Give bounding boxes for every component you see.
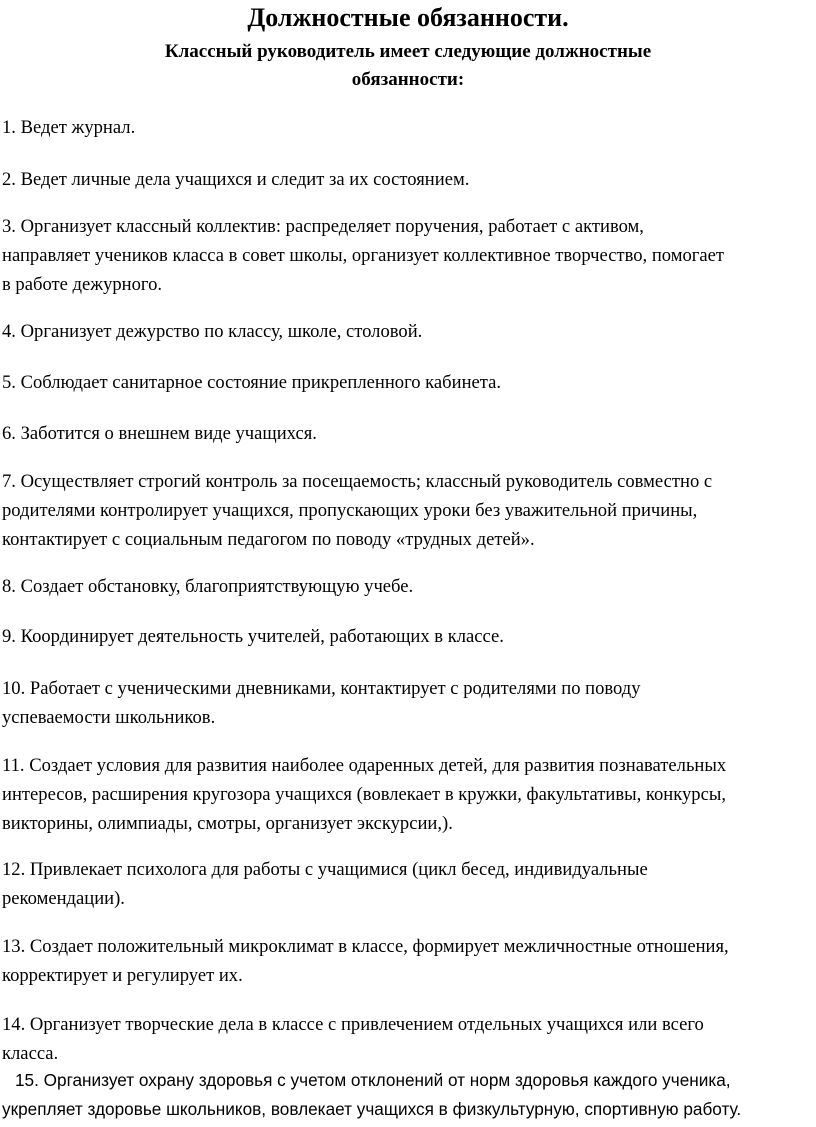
duty-line: 3. Организует классный коллектив: распределяет поручения, работает с активом, [2, 216, 644, 237]
duty-line: 10. Работает с ученическими дневниками, контактирует с родителями по поводу [2, 678, 641, 699]
duty-line: успеваемости школьников. [2, 707, 216, 728]
duty-line: укрепляет здоровье школьников, вовлекает учащихся в физкультурную, спортивную работу. [2, 1099, 742, 1119]
duty-line: контактирует с социальным педагогом по поводу «трудных детей». [2, 529, 535, 550]
duty-item-6 [2, 419, 814, 448]
duty-line: 9. Координирует деятельность учителей, работающих в классе. [2, 626, 504, 647]
duty-item-11 [2, 751, 814, 838]
duty-line: корректирует и регулирует их. [2, 965, 243, 986]
duty-item-15 [2, 1066, 814, 1124]
duty-line: направляет учеников класса в совет школы, организует коллективное творчество, помогает [2, 245, 725, 266]
duty-line: викторины, олимпиады, смотры, организует экскурсии,). [2, 813, 453, 834]
duty-item-10 [2, 674, 814, 732]
duty-line: 4. Организует дежурство по классу, школе, столовой. [2, 321, 423, 342]
duty-item-13 [2, 932, 814, 990]
duty-line: 1. Ведет журнал. [2, 117, 136, 138]
duty-line: 2. Ведет личные дела учащихся и следит за их состоянием. [2, 169, 470, 190]
duty-line: 6. Заботится о внешнем виде учащихся. [2, 423, 317, 444]
page-subtitle [0, 38, 816, 94]
duty-line: рекомендации). [2, 888, 125, 909]
duty-line: 13. Создает положительный микроклимат в классе, формирует межличностные отношения, [2, 936, 729, 957]
duty-item-9 [2, 622, 814, 651]
duty-line: 12. Привлекает психолога для работы с учащимися (цикл бесед, индивидуальные [2, 859, 648, 880]
duty-line: класса. [2, 1043, 59, 1064]
duty-line: 5. Соблюдает санитарное состояние прикрепленного кабинета. [2, 372, 502, 393]
duty-item-1 [2, 113, 814, 142]
duty-line: 7. Осуществляет строгий контроль за посещаемость; классный руководитель совместно с [2, 471, 713, 492]
page-title: Должностные обязанности. [247, 3, 569, 32]
duty-line: 15. Организует охрану здоровья с учетом отклонений от норм здоровья каждого ученика, [15, 1070, 731, 1090]
duty-line: в работе дежурного. [2, 274, 163, 295]
duty-line: 8. Создает обстановку, благоприятствующую учебе. [2, 576, 414, 597]
duty-item-4 [2, 317, 814, 346]
duty-line: интересов, расширения кругозора учащихся (вовлекает в кружки, факультативы, конкурсы, [2, 784, 726, 805]
duty-line: родителями контролирует учащихся, пропускающих уроки без уважительной причины, [2, 500, 698, 521]
duty-line: 11. Создает условия для развития наиболее одаренных детей, для развития познавательных [2, 755, 727, 776]
duty-item-2 [2, 165, 814, 194]
duty-item-8 [2, 572, 814, 601]
duty-item-5 [2, 368, 814, 397]
subtitle-line: обязанности: [351, 69, 465, 90]
duty-line: 14. Организует творческие дела в классе с привлечением отдельных учащихся или всего [2, 1014, 704, 1035]
duty-item-14 [2, 1010, 814, 1068]
duty-item-12 [2, 855, 814, 913]
duty-item-7 [2, 467, 814, 554]
subtitle-line: Классный руководитель имеет следующие должностные [164, 41, 652, 62]
duty-item-3 [2, 212, 814, 299]
